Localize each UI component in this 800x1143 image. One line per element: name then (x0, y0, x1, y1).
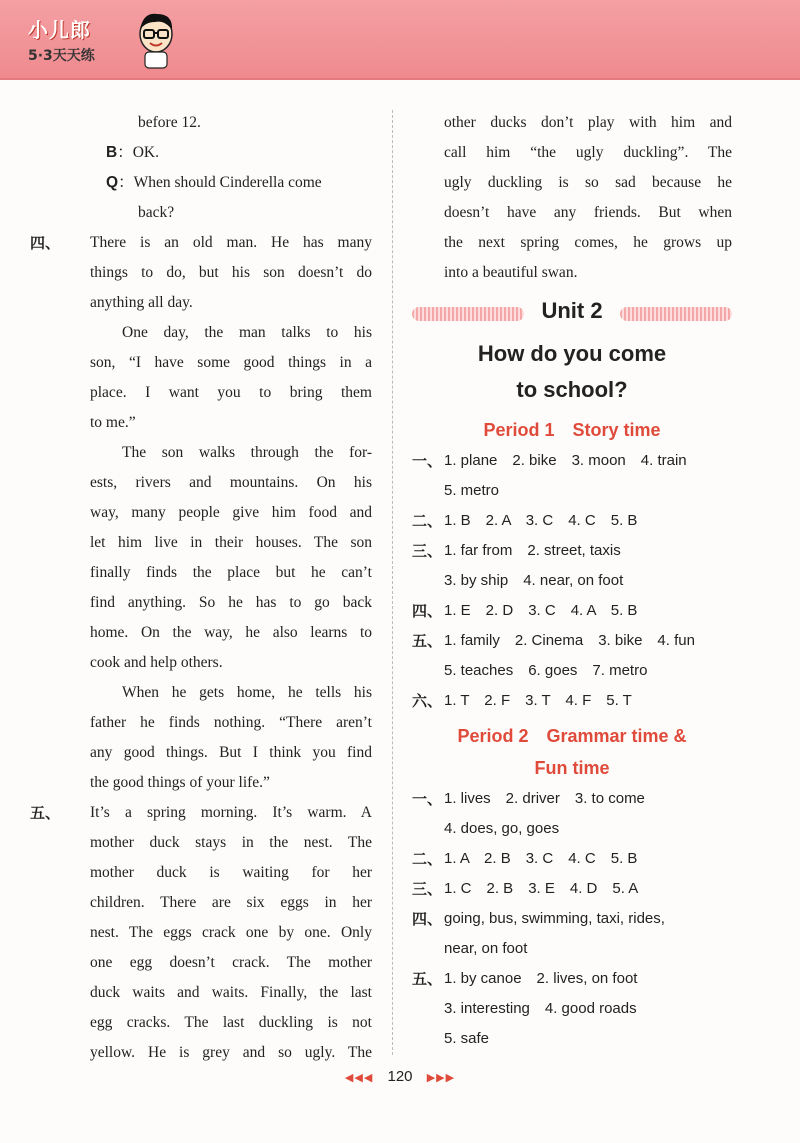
answer-line (412, 506, 732, 536)
section-number: 四、 (30, 234, 61, 252)
text-line: egg cracks. The last duckling is not (90, 1014, 372, 1031)
period-heading: Period 2 Grammar time & (457, 726, 687, 746)
section-number: 三、 (412, 542, 443, 560)
text-line: other ducks don’t play with him and (444, 114, 732, 131)
answer-line (412, 904, 732, 934)
text-line: duck waits and waits. Finally, the last (90, 984, 372, 1001)
page-footer (0, 1068, 800, 1085)
dialogue-text: ：When should Cinderella come (118, 174, 322, 191)
section-number: 五、 (30, 804, 61, 822)
text-line: doesn’t have any friends. But when (444, 204, 732, 221)
text-line: son, “I have some good things in a (90, 354, 372, 371)
answer-line (412, 844, 732, 874)
answer-line (412, 934, 732, 964)
section-number: 四、 (412, 910, 443, 928)
mascot-boy-icon (135, 10, 177, 70)
text-line: nest. The eggs crack one by one. Only (90, 924, 372, 941)
section-number: 一、 (412, 452, 443, 470)
answer-text: 1. plane 2. bike 3. moon 4. train (444, 452, 687, 469)
answer-text: 1. C 2. B 3. E 4. D 5. A (444, 880, 639, 897)
answer-line (412, 814, 732, 844)
text-line: one egg doesn’t crack. The mother (90, 954, 372, 971)
text-line: let him live in their houses. The son (90, 534, 372, 551)
text-line: home. On the way, he also learns to (90, 624, 372, 641)
text-line: cook and help others. (90, 654, 223, 671)
text-line: When he gets home, he tells his (122, 684, 372, 701)
answer-text: 1. E 2. D 3. C 4. A 5. B (444, 602, 638, 619)
unit-subtitle: How do you come (477, 341, 667, 366)
period-heading: Fun time (534, 758, 610, 778)
page-number: 120 (387, 1068, 413, 1085)
text-line: into a beautiful swan. (444, 264, 578, 281)
text-line: anything all day. (90, 294, 193, 311)
section-number: 五、 (412, 632, 443, 650)
text-line: find anything. So he has to go back (90, 594, 372, 611)
dialogue-line-q (60, 168, 372, 198)
answer-line (412, 964, 732, 994)
answer-line (412, 1024, 732, 1054)
right-column (412, 108, 732, 1054)
section-number: 六、 (412, 692, 443, 710)
page-header (0, 0, 800, 80)
unit-banner (412, 296, 732, 336)
section-five (30, 798, 372, 828)
answer-line (412, 446, 732, 476)
answer-line (412, 686, 732, 716)
answer-text: 5. metro (444, 482, 500, 499)
answer-text: 5. safe (444, 1030, 490, 1047)
text-line: way, many people give him food and (90, 504, 372, 521)
section-number: 二、 (412, 512, 443, 530)
answer-line (412, 626, 732, 656)
answer-line (412, 994, 732, 1024)
period-heading: Period 1 Story time (483, 420, 661, 440)
answer-line (412, 596, 732, 626)
text-line: before 12. (138, 114, 201, 131)
text-line: mother duck is waiting for her (90, 864, 372, 881)
text-line: things to do, but his son doesn’t do (90, 264, 372, 281)
answer-text: 4. does, go, goes (444, 820, 560, 837)
text-line: ugly duckling is so sad because he (444, 174, 732, 191)
answer-line (412, 874, 732, 904)
section-four (30, 228, 372, 258)
answer-text: 3. by ship 4. near, on foot (444, 572, 624, 589)
answer-text: 5. teaches 6. goes 7. metro (444, 662, 648, 679)
text-line: to me.” (90, 414, 136, 431)
text-line: One day, the man talks to his (122, 324, 372, 341)
answer-text: near, on foot (444, 940, 528, 957)
text-line: mother duck stays in the nest. The (90, 834, 372, 851)
answer-text: 1. family 2. Cinema 3. bike 4. fun (444, 632, 695, 649)
text-line: the good things of your life.” (90, 774, 270, 791)
answer-line (412, 476, 732, 506)
unit-title: Unit 2 (541, 298, 603, 323)
answer-line (412, 656, 732, 686)
text-line: call him “the ugly duckling”. The (444, 144, 732, 161)
answer-text: 1. lives 2. driver 3. to come (444, 790, 645, 807)
speaker-label: B (106, 144, 118, 161)
text-line: ests, rivers and mountains. On his (90, 474, 372, 491)
left-column (30, 108, 372, 1068)
answer-text: 3. interesting 4. good roads (444, 1000, 637, 1017)
text-line: the next spring comes, he grows up (444, 234, 732, 251)
text-line: back? (138, 204, 175, 221)
text-line: finally finds the place but he can’t (90, 564, 372, 581)
brand-name: 小儿郎 (28, 18, 91, 42)
text-line: The son walks through the for- (122, 444, 372, 461)
section-number: 一、 (412, 790, 443, 808)
brand-logo (28, 14, 95, 65)
answer-text: 1. A 2. B 3. C 4. C 5. B (444, 850, 638, 867)
dialogue-line-b (60, 138, 372, 168)
answer-text: going, bus, swimming, taxi, rides, (444, 910, 665, 927)
answer-text: 1. by canoe 2. lives, on foot (444, 970, 638, 987)
answer-list (412, 784, 732, 1054)
speaker-label: Q (106, 174, 119, 191)
answer-list (412, 446, 732, 716)
answer-line (412, 784, 732, 814)
answer-text: 1. far from 2. street, taxis (444, 542, 621, 559)
dialogue-text: ：OK. (117, 144, 159, 161)
answer-text: 1. B 2. A 3. C 4. C 5. B (444, 512, 638, 529)
text-line: yellow. He is grey and so ugly. The (90, 1044, 372, 1061)
text-line: father he finds nothing. “There aren’t (90, 714, 372, 731)
text-line: children. There are six eggs in her (90, 894, 372, 911)
unit-subtitle: to school? (516, 377, 628, 402)
section-number: 四、 (412, 602, 443, 620)
text-line: any good things. But I think you find (90, 744, 372, 761)
section-number: 三、 (412, 880, 443, 898)
answer-line (412, 566, 732, 596)
text-line: It’s a spring morning. It’s warm. A (90, 804, 372, 821)
section-number: 二、 (412, 850, 443, 868)
answer-text: 1. T 2. F 3. T 4. F 5. T (444, 692, 632, 709)
left-arrows-icon: ◀◀◀ (344, 1072, 374, 1084)
section-number: 五、 (412, 970, 443, 988)
right-arrows-icon: ▶▶▶ (426, 1072, 456, 1084)
text-line: There is an old man. He has many (90, 234, 372, 251)
brand-series: 5·3天天练 (28, 48, 95, 64)
answer-line (412, 536, 732, 566)
column-divider (392, 110, 393, 1055)
text-line: place. I want you to bring them (90, 384, 372, 401)
